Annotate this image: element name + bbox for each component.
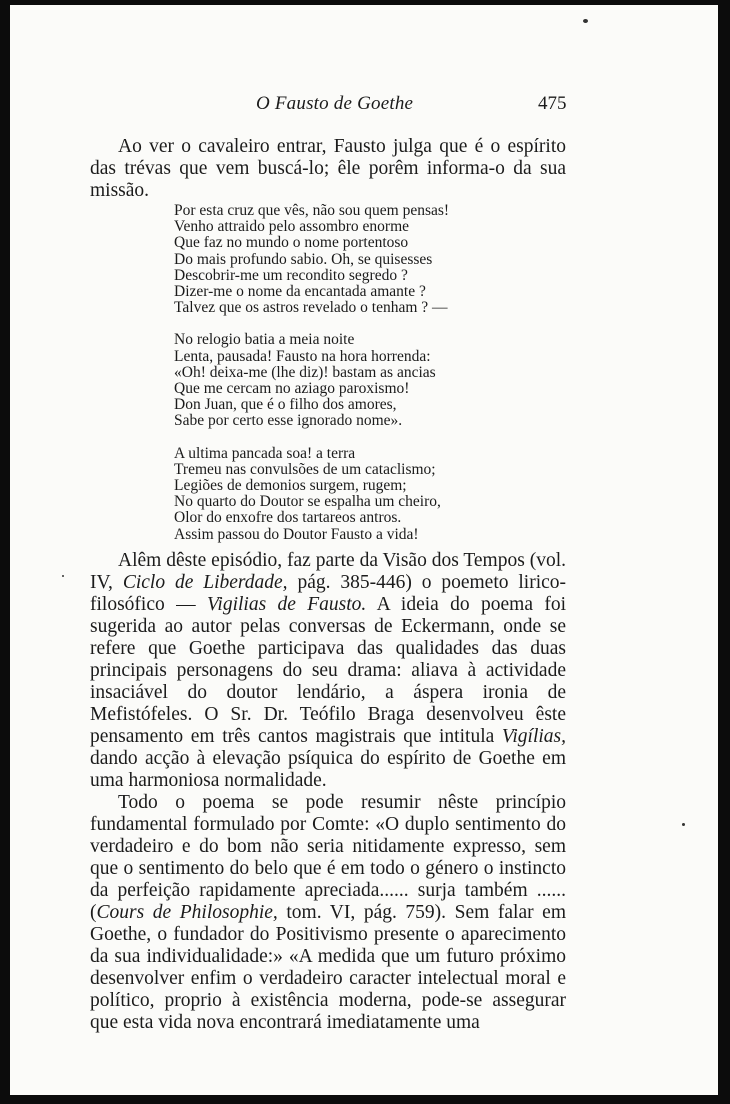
paragraph-text: A ideia do poema foi sugerida ao autor pelas conversas de Eckermann, onde se refere que Goethe participava das qualidades das duas principais personagens do seu drama: aliava à actividade insaciável do doutor lendário, a áspera ironia de Mefistófeles. O Sr. Dr. Teófilo Braga desenvolveu êste pensamento em três cantos magistrais que intitula xyxy=(90,594,567,747)
verse-line: Olor do enxofre dos tartareos antros. xyxy=(174,509,402,527)
scan-border xyxy=(720,0,723,1104)
paragraph-text: Alêm dêste episódio, faz parte da Visão dos Tempos (vol. IV, xyxy=(90,550,566,593)
verse-line: Don Juan, que é o filho dos amores, xyxy=(174,396,397,414)
ink-speck xyxy=(682,823,685,826)
verse-line: Descobrir-me um recondito segredo ? xyxy=(174,266,408,284)
page-number: 475 xyxy=(538,93,567,114)
verse-line: Talvez que os astros revelado o tenham ? — xyxy=(174,299,448,317)
verse-line: Dizer-me o nome da encantada amante ? xyxy=(174,283,426,301)
italic-title: Vigilias de Fausto. xyxy=(206,594,367,615)
intro-paragraph-block xyxy=(90,136,566,202)
verse-line: Que me cercam no aziago paroxismo! xyxy=(174,380,410,398)
verse-line: No relogio batia a meia noite xyxy=(174,331,355,349)
verse-line: Tremeu nas convulsões de um cataclismo; xyxy=(174,460,436,478)
running-header xyxy=(10,93,718,117)
verse-line: Lenta, pausada! Fausto na hora horrenda: xyxy=(174,347,431,365)
stanza-2 xyxy=(174,332,514,429)
stanza-1 xyxy=(174,203,514,316)
verse-line: Por esta cruz que vês, não sou quem pensas! xyxy=(174,202,450,219)
verse-line: Assim passou do Doutor Fausto a vida! xyxy=(174,525,419,543)
verse-line: Que faz no mundo o nome portentoso xyxy=(174,234,409,252)
ink-speck xyxy=(62,575,64,577)
paragraph-2 xyxy=(90,792,566,1034)
running-title: O Fausto de Goethe xyxy=(256,93,414,114)
verse-line: No quarto do Doutor se espalha um cheiro, xyxy=(174,493,441,511)
paragraph-text: dando acção à elevação psíquica do espírito de Goethe em uma harmoniosa normalidade. xyxy=(90,748,566,791)
paragraph-text: tom. VI, pág. 759). Sem falar em Goethe, o fundador do Positivismo presente o aparecimento da sua individualidade:» «A medida que um futuro próximo desenvolver enfim o verdadeiro caracter intelectual moral e político, proprio à existência moderna, pode-se assegurar que esta vida nova encontrará imediatamente uma xyxy=(90,902,566,1033)
book-page xyxy=(10,5,718,1095)
italic-title: Cours de Philosophie, xyxy=(96,902,278,923)
italic-title: Ciclo de Liberdade, xyxy=(122,572,288,593)
ink-speck xyxy=(583,19,588,23)
paragraph-text: Todo o poema se pode resumir nêste princípio fundamental formulado por Comte: «O duplo sentimento do verdadeiro e do bom não seria nitidamente expresso, sem que o sentimento do belo que é em todo o género o instincto da perfeição rapidamente apreciada...... surja também ...... ( xyxy=(90,792,566,923)
paragraph-text: pág. 385-446) o poemeto lirico-filosófico — xyxy=(90,572,567,615)
verse-line: Do mais profundo sabio. Oh, se quisesses xyxy=(174,250,433,268)
verse-line: A ultima pancada soa! a terra xyxy=(174,444,356,462)
verse-line: Sabe por certo esse ignorado nome». xyxy=(174,412,403,430)
paragraph-1 xyxy=(90,550,566,792)
verse-line: Venho attraido pelo assombro enorme xyxy=(174,218,410,236)
verse-line: «Oh! deixa-me (lhe diz)! bastam as ancias xyxy=(174,363,436,381)
verse-line: Legiões de demonios surgem, rugem; xyxy=(174,477,407,495)
italic-title: Vigílias, xyxy=(501,726,566,747)
poem xyxy=(174,203,514,559)
body-text xyxy=(90,550,566,1034)
stanza-3 xyxy=(174,446,514,543)
intro-paragraph: Ao ver o cavaleiro entrar, Fausto julga que é o espírito das trévas que vem buscá-lo; êle porêm informa-o da sua missão. xyxy=(90,136,566,201)
